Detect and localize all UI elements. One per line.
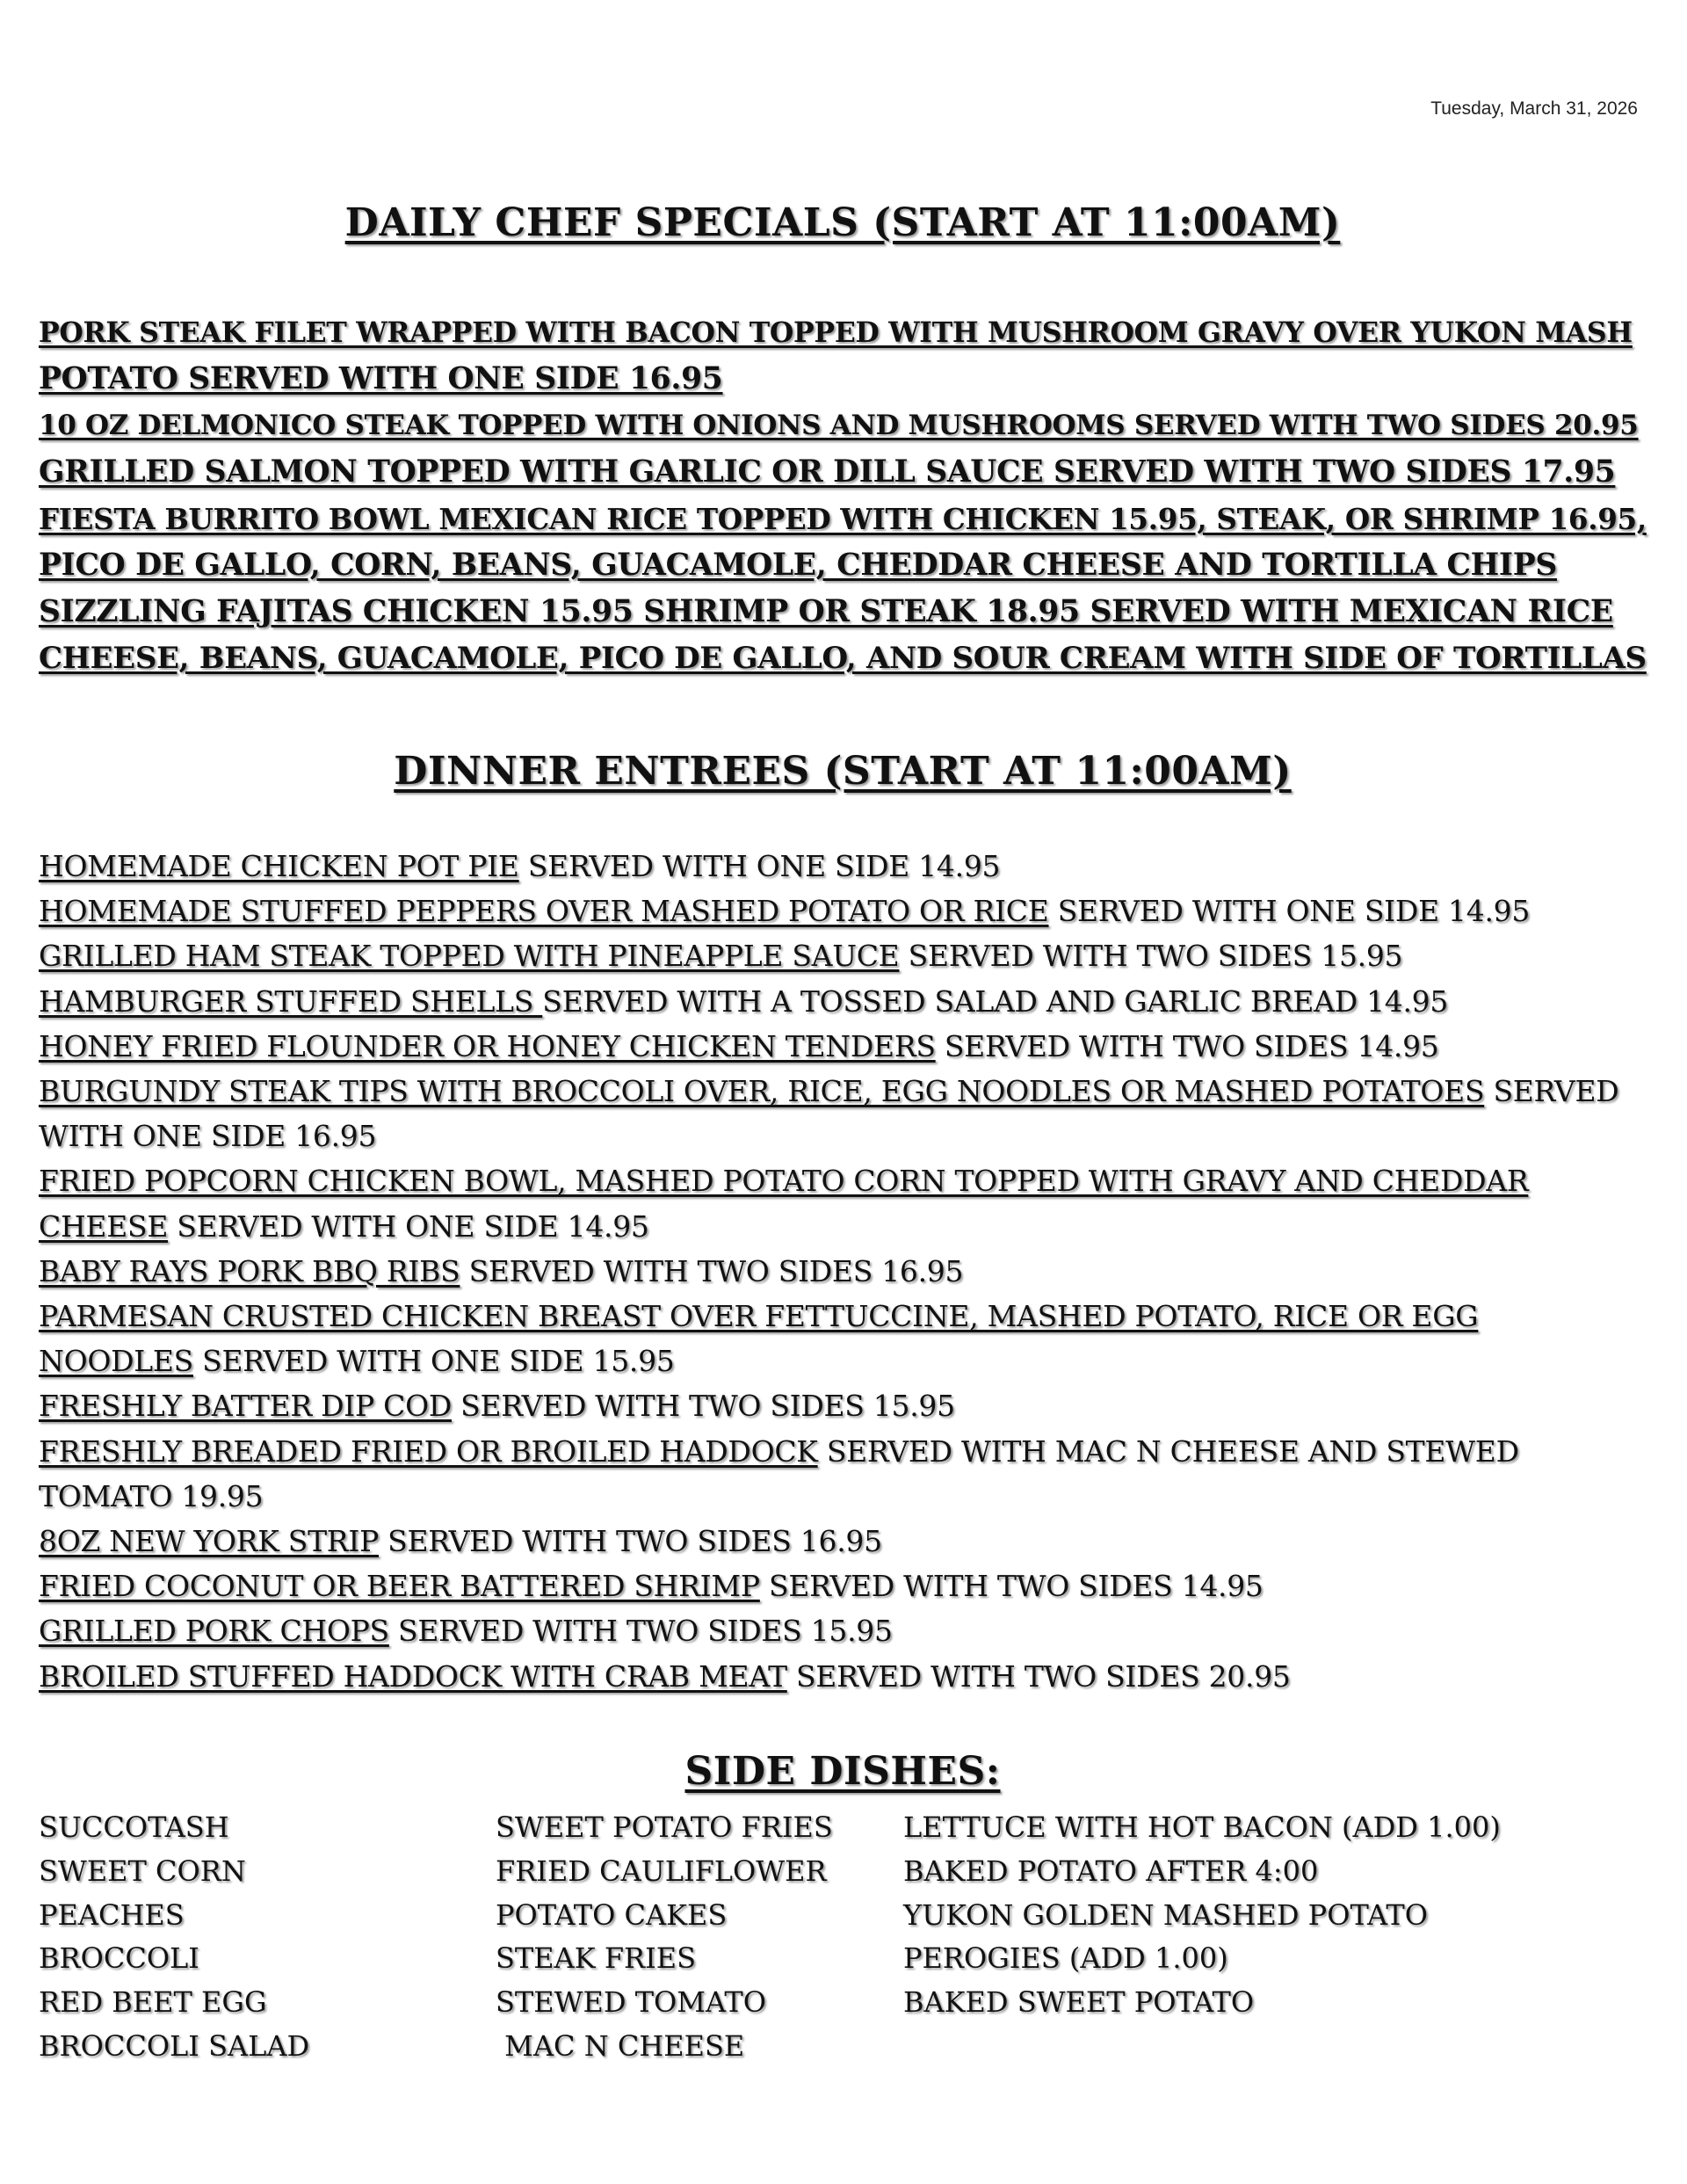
entree-name: BURGUNDY STEAK TIPS WITH BROCCOLI OVER, RICE, EGG NOODLES OR MASHED POTATOES [39, 1074, 1485, 1109]
special-line: 10 OZ DELMONICO STEAK TOPPED WITH ONIONS AND MUSHROOMS SERVED WITH TWO SIDES 20.95 [39, 410, 1639, 441]
side-item: BROCCOLI [39, 1941, 199, 1976]
side-item: SUCCOTASH [39, 1810, 229, 1844]
entree-detail: SERVED WITH A TOSSED SALAD AND GARLIC BREAD 14.95 [542, 983, 1449, 1019]
entree-name: CHEESE [39, 1208, 169, 1244]
entree-name: HONEY FRIED FLOUNDER OR HONEY CHICKEN TENDERS [39, 1028, 936, 1063]
special-line: SIZZLING FAJITAS CHICKEN 15.95 SHRIMP OR STEAK 18.95 SERVED WITH MEXICAN RICE [39, 594, 1613, 629]
entree-line [39, 1249, 1647, 1294]
entree-name: BROILED STUFFED HADDOCK WITH CRAB MEAT [39, 1658, 787, 1694]
entree-line [39, 889, 1647, 933]
entree-detail: SERVED WITH TWO SIDES 20.95 [786, 1658, 1291, 1694]
side-item: SWEET POTATO FRIES [496, 1810, 833, 1844]
side-item: FRIED CAULIFLOWER [496, 1854, 827, 1888]
entree-name: BABY RAYS PORK BBQ RIBS [39, 1253, 460, 1288]
special-line: GRILLED SALMON TOPPED WITH GARLIC OR DILL SAUCE SERVED WITH TWO SIDES 17.95 [39, 454, 1616, 490]
entree-line [39, 844, 1647, 889]
entree-line [39, 1294, 1647, 1339]
entree-name: 8OZ NEW YORK STRIP [39, 1524, 379, 1559]
entree-detail: SERVED WITH TWO SIDES 16.95 [378, 1524, 882, 1559]
sides-column-1 [39, 1806, 309, 2069]
entree-name: GRILLED PORK CHOPS [39, 1614, 389, 1649]
entree-line [39, 1474, 1647, 1519]
entree-line [39, 933, 1647, 978]
entree-detail: SERVED WITH TWO SIDES 15.95 [388, 1614, 893, 1649]
side-item: YUKON GOLDEN MASHED POTATO [903, 1897, 1428, 1932]
entree-line [39, 1654, 1647, 1699]
entrees-heading: DINNER ENTREES (START AT 11:00AM) [394, 749, 1292, 794]
side-item: BAKED POTATO AFTER 4:00 [903, 1854, 1319, 1888]
special-line: POTATO SERVED WITH ONE SIDE 16.95 [39, 361, 723, 396]
side-item: PEACHES [39, 1897, 185, 1932]
side-item: LETTUCE WITH HOT BACON (ADD 1.00) [903, 1810, 1501, 1844]
entree-detail: WITH ONE SIDE 16.95 [39, 1119, 377, 1154]
entree-line [39, 1069, 1647, 1114]
entree-name: GRILLED HAM STEAK TOPPED WITH PINEAPPLE SAUCE [39, 939, 900, 974]
entree-line [39, 1429, 1647, 1474]
entree-detail: SERVED WITH ONE SIDE 15.95 [192, 1344, 675, 1379]
side-item: BROCCOLI SALAD [39, 2028, 310, 2063]
entree-name: FRESHLY BATTER DIP COD [39, 1389, 452, 1424]
entree-detail: SERVED WITH TWO SIDES 15.95 [451, 1389, 955, 1424]
entree-name: FRESHLY BREADED FRIED OR BROILED HADDOCK [39, 1433, 818, 1469]
specials-heading: DAILY CHEF SPECIALS (START AT 11:00AM) [344, 200, 1341, 245]
entree-name: HAMBURGER STUFFED SHELLS [39, 983, 543, 1019]
entree-detail: SERVED WITH ONE SIDE 14.95 [168, 1208, 649, 1244]
entree-name: FRIED COCONUT OR BEER BATTERED SHRIMP [39, 1569, 760, 1604]
entree-line [39, 1158, 1647, 1203]
entree-name: NOODLES [39, 1344, 193, 1379]
specials-list [39, 309, 1647, 682]
side-item: MAC N CHEESE [496, 2028, 745, 2063]
entree-detail: TOMATO 19.95 [39, 1478, 264, 1513]
menu-date: Tuesday, March 31, 2026 [1430, 98, 1638, 119]
side-item: BAKED SWEET POTATO [903, 1985, 1255, 2020]
entree-name: HOMEMADE STUFFED PEPPERS OVER MASHED POTATO OR RICE [39, 894, 1049, 929]
side-item: STEWED TOMATO [496, 1985, 766, 2020]
entree-detail: SERVED WITH MAC N CHEESE AND STEWED [817, 1433, 1519, 1469]
entree-detail: SERVED WITH ONE SIDE 14.95 [518, 849, 1001, 883]
entree-name: PARMESAN CRUSTED CHICKEN BREAST OVER FETTUCCINE, MASHED POTATO, RICE OR EGG [39, 1299, 1479, 1334]
entree-line [39, 1114, 1647, 1158]
entree-detail: SERVED WITH TWO SIDES 16.95 [460, 1253, 964, 1288]
special-line: PICO DE GALLO, CORN, BEANS, GUACAMOLE, CHEDDAR CHEESE AND TORTILLA CHIPS [39, 548, 1558, 583]
entree-line [39, 1519, 1647, 1564]
special-line: PORK STEAK FILET WRAPPED WITH BACON TOPPED WITH MUSHROOM GRAVY OVER YUKON MASH [39, 316, 1633, 349]
entree-line [39, 1204, 1647, 1249]
special-line: FIESTA BURRITO BOWL MEXICAN RICE TOPPED WITH CHICKEN 15.95, STEAK, OR SHRIMP 16.95, [39, 502, 1647, 536]
entree-line [39, 1024, 1647, 1069]
entree-detail: SERVED WITH TWO SIDES 14.95 [759, 1569, 1263, 1604]
sides-column-2 [496, 1806, 833, 2069]
side-item: POTATO CAKES [496, 1897, 728, 1932]
entree-line [39, 979, 1647, 1024]
entree-name: HOMEMADE CHICKEN POT PIE [39, 849, 519, 883]
sides-heading: SIDE DISHES: [684, 1749, 1001, 1794]
entrees-list [39, 844, 1647, 1699]
entree-detail: SERVED WITH TWO SIDES 15.95 [899, 939, 1403, 974]
side-item: RED BEET EGG [39, 1985, 267, 2020]
entree-line [39, 1383, 1647, 1428]
side-item: PEROGIES (ADD 1.00) [903, 1941, 1228, 1976]
sides-column-3 [903, 1806, 1501, 2025]
entree-detail: SERVED WITH TWO SIDES 14.95 [935, 1028, 1439, 1063]
entree-detail: SERVED WITH ONE SIDE 14.95 [1048, 894, 1531, 929]
special-line: CHEESE, BEANS, GUACAMOLE, PICO DE GALLO, AND SOUR CREAM WITH SIDE OF TORTILLAS [39, 641, 1647, 676]
side-item: SWEET CORN [39, 1854, 246, 1888]
entree-detail: SERVED [1484, 1074, 1619, 1109]
entree-line [39, 1608, 1647, 1653]
entree-line [39, 1564, 1647, 1608]
side-item: STEAK FRIES [496, 1941, 697, 1976]
entree-name: FRIED POPCORN CHICKEN BOWL, MASHED POTATO CORN TOPPED WITH GRAVY AND CHEDDAR [39, 1164, 1529, 1199]
entree-line [39, 1339, 1647, 1383]
